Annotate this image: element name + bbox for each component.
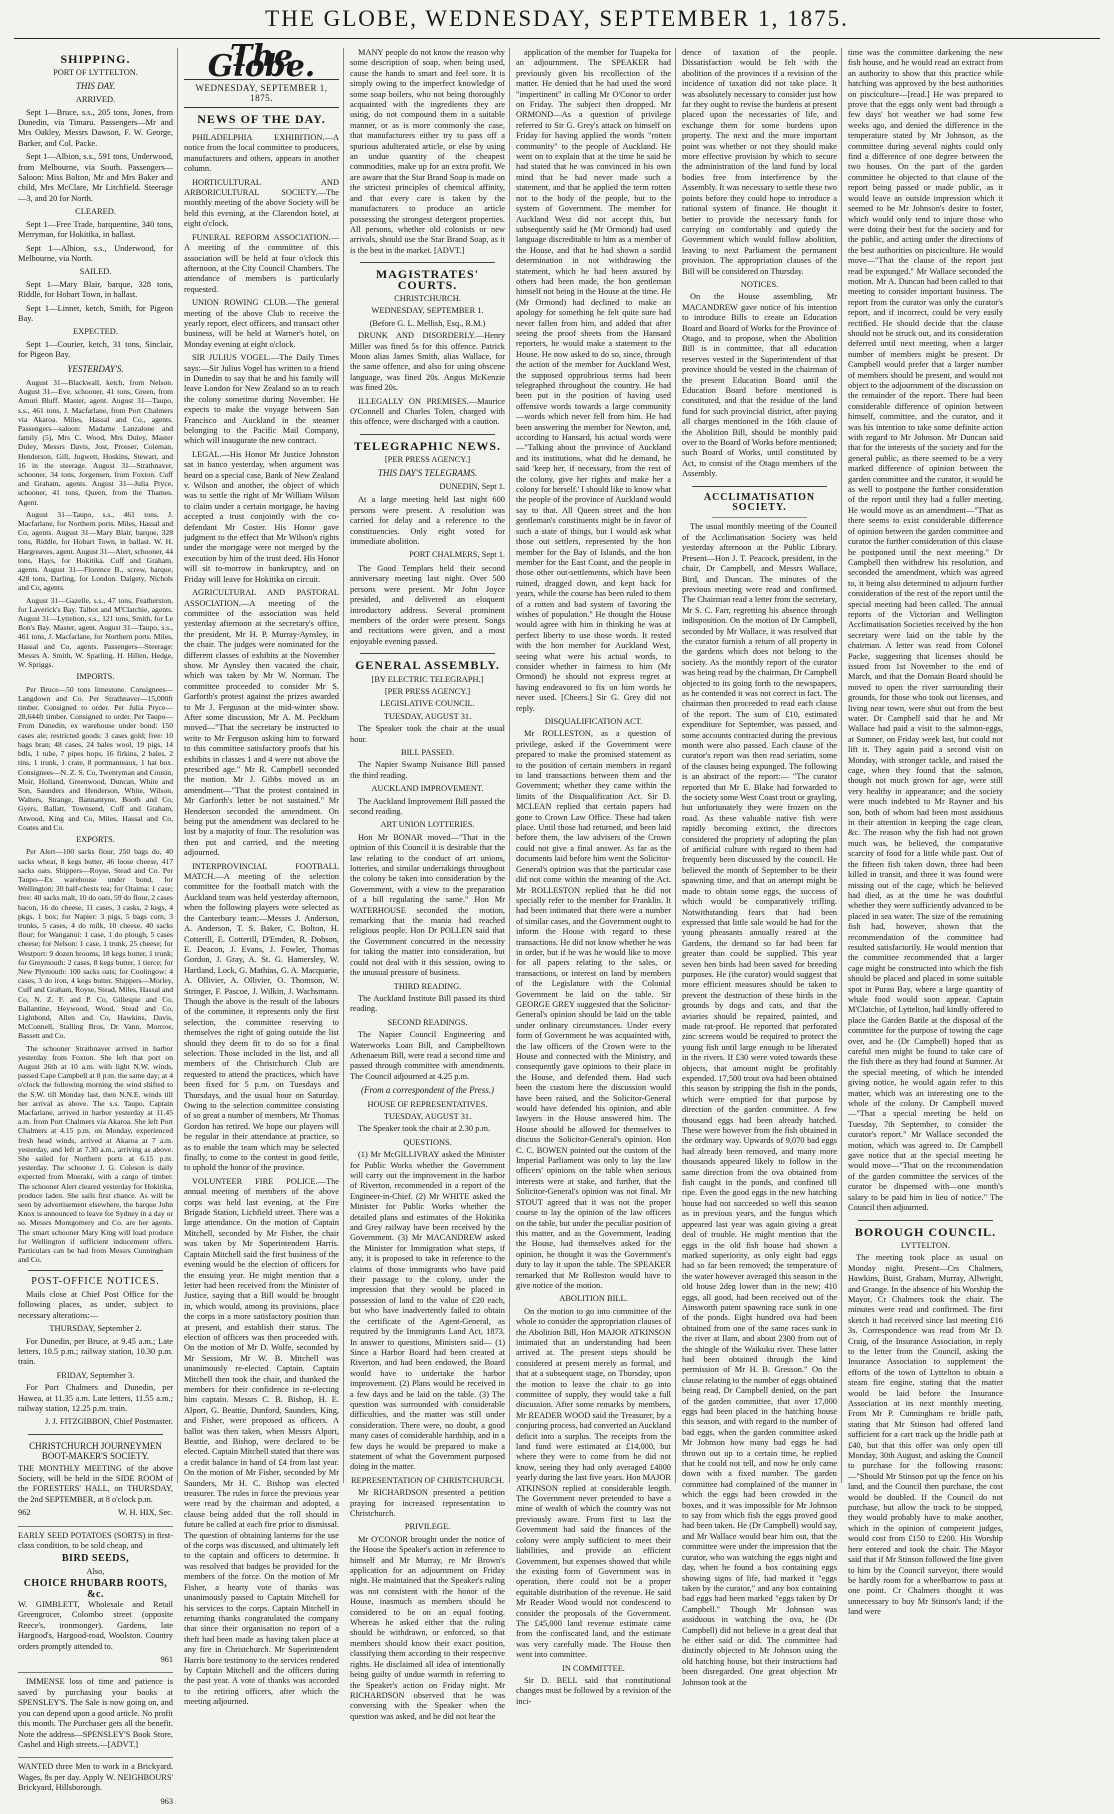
borough-heading: BOROUGH COUNCIL. — [854, 1224, 997, 1239]
news-heading: NEWS OF THE DAY. — [197, 111, 326, 126]
postmaster-signature: J. J. FITZGIBBON, Chief Postmaster. — [45, 1417, 173, 1427]
telegraphic-heading: TELEGRAPHIC NEWS. — [353, 438, 502, 453]
yesterday-cleared: August 31—Taupo, s.s., 461 tons, J. Macfarlane, for Northern ports. Miles, Hassal and Co, agents. August 31—Mary Blair, barque, 328 tons, Riddle, for Hobart Town, in ballast. W. H. Hargreaves, agent. August 31—Alert, schooner, 44 tons, Hays, for Hokitika. Cuff and Graham, agents. August 31—Florence B., screw, barque, 428 tons, Darling, for London. Dalgety, Nichols and Co, agents. — [18, 509, 173, 593]
cleared-label: CLEARED. — [75, 207, 116, 217]
column-assembly — [512, 48, 676, 1706]
magistrates-heading: MAGISTRATES' COURTS. — [375, 267, 480, 292]
globe-nameplate: The Globe. — [207, 39, 316, 85]
assembly-text: application of the member for Tuapeka for an adjournment. The SPEAKER had previously given his recollection of the matter. He denied that he had used the word "impertinent" in calling Mr O'Conor to order on Friday. The subject then dropped. Mr ORMOND—As a question of privilege referred to Sir G. Grey's attack on himself on Friday for having applied the words "rotten community" to the people of Auckland. He went on to explain that at the time he said he had stated that he was convinced in his own mind that he had never made such a statement, and that he applied the term rotten not to the body of the people, but to the system of Government. The member for Auckland West did not accept this, but subsequently said he (Mr Ormond) had used language discreditable to him as a member of the House, and that he had shown a sordid determination in not withdrawing the statement, which he had been assured by others had been made, the hon gentleman himself not being in the House at the time. He (Mr Ormond) had declined to make an apology for something he felt quite sure had never fallen from him, and added that after seeing the proof sheets from the Hansard reporters, he would make a statement to the House. He now asked to do so, since, through the action of the member for Auckland West, the supposed opprobrious terms had been telegraphed throughout the country. He had been put in the position of having used offensive words towards a large community—words which never fell from him. He had been answering the member for Newton, and, according to Hansard, his actual words were—"Talking about the province of Auckland and its institutions, what did he demand, he said 'keep her, if necessary, from the rest of the colony, give her rights and make her a colony for herself.' I should like to know what the people of the province of Auckland would say to that. All Queen street and the hon gentleman's constituents might be in favor of such a state of things, but I would ask what those out settlers, represented by the hon member for the Bay of Islands, and the hon member for the East Coast, and the people in those other out-settlements, which have been ruined, dragged down, and kept back for years, while the course has been ruled to them of a rotten and bad system of favoring the wishes of population." He thought the House would agree with him in thinking he was at perfect liberty to use those words. It rested with the hon member for Auckland West, seeing what were his actual words, to consider whether in fairness to him (Mr Ormond) he should not express regret at having endeavored to fix on him words he never used. [Cheers.] Sir G. Grey did not reply. — [516, 48, 671, 713]
notices-text: On the House assembling, Mr MACANDREW gave notice of his intention to introduce Bills to create an Education Board and Board of Works for the Province of Otago, and to propose, when the Abolition Bill is in committee, that all education reserves vested in the Superintendent of that province should be vested in the chairman of the present Education Board until the Education Board before mentioned is constituted, and that the residue of the land fund for such provincial district, after paying all charges mentioned in the 16th clause of the Abolition Bill, should be monthly paid over to the Board of Works before mentioned; such Board of Works, until constituted by Act, to consist of the Otago members of the Assembly. — [682, 292, 838, 479]
divider — [360, 653, 495, 654]
divider — [28, 1434, 163, 1435]
divider — [712, 517, 807, 518]
expected-entry: Sept 1—Courier, ketch, 31 tons, Sinclair, for Pigeon Bay. — [18, 339, 173, 360]
column-news — [180, 39, 344, 1707]
sailed-entry: Sept 1—Linnet, ketch, Smith, for Pigeon Bay. — [18, 303, 173, 323]
column-shipping — [14, 48, 178, 1806]
telegraph-line: [BY ELECTRIC TELEGRAPH.] — [371, 674, 484, 684]
telegram-text: At a large meeting held last night 600 persons were present. A resolution was carried for delay and a reference to the constituencies. Only eight voted for immediate abolition. — [350, 495, 505, 547]
acclimatisation-text: The usual monthly meeting of the Council of the Acclimatisation Society was held yesterday afternoon at the Public Library. Present—Hon J. T. Peacock, president, in the chair, Dr Campbell, and Messrs Wallace, Bird, and Duncan. The minutes of the previous meeting were read and confirmed. The Chairman read a letter from the secretary, Mr S. C. Farr, regretting his absence through indisposition. On the motion of Dr Campbell, seconded by Mr Wallace, it was resolved that the curator furnish a return of all property in the gardens which does not belong to the society. As the monthly report of the curator was being read by the chairman, Dr Campbell objected to its going forth to the newspapers, as he contended it was not correct in fact. The chairman then proceeded to read each clause of the report. The sum of £10, estimated expenditure for September, was passed, and some accounts contracted during the previous month were also passed. Each clause of the curator's report was then read seriatim, some of the clauses being expunged. The following is an abstract of the report:— "The curator reported that Mr E. Blake had forwarded to the society some West Coast trout or grayling, but unfortunately they were frozen on the road. As these valuable native fish were rapidly becoming extinct, the directors considered the propriety of adopting the plan of artificial culture with regard to them had frequently been discussed by the council. He believed the month of September to be their spawning time, and that an attempt might be made to obtain some eggs, the success of which would be comparatively trifling. Notwithstanding fears that had been expressed that little sale would be had for the young pheasants annually reared at the Gardens, the demand so far had been far greater than could be supplied. This year seven hen birds had been saved for breeding purposes. He (the curator) would suggest that more efficient measures should be taken to prevent the destruction of these birds in the grounds by dogs and cats, and that the aviaries should be repaired, painted, and made rat-proof. He reported that perforated zinc screens would be required to protect the young fish until large enough to be liberated in the rivers. If £30 were voted towards these objects, that amount might be profitably expended. 17,500 trout ova had been obtained this season by stripping the fish in the ponds, which were emptied for that purpose by direction of the garden committee. A few thousand eggs had been already hatched. These were however from the fish obtained in the ordinary way. Upwards of 9,070 bad eggs had already been removed, and many more thousands appeared likely to follow in the same direction from the ova obtained from fish caught in the ponds, and confined till ripe. Even the good eggs in the new hatching house had not succeeded so well this season as in previous years, and the fungus which appeared last year was again giving a great deal of trouble. He might mention that the eggs in the old fish house had shown a marked superiority, as only eight bad eggs had so far been removed; the temperature of the water however averaged this season in the old house 2deg lower than in the new; 410 eggs, all good, had been received out of the Ainsworth patent spawning race sunk in one of the ponds. Eight hundred ova had been obtained from one of the same races sunk in the river at Ilam, and about 2300 from out of the shingle of the Waikuku river. These latter had been obtained through the kind permission of Mr H. B. Gresson." On the clause relating to the number of eggs obtained being read, Dr Campbell denied, on the part of the garden committee, that over 17,000 eggs had been placed in the hatching house this season, and with regard to the number of bad eggs, when the garden committee asked Mr Johnson how many bad eggs he had thrown out up to a certain time, he replied that he could not tell, and now he only came down with a fixed number. The garden committee had complained of the manner in which the eggs had been crowded in the boxes, and it was impossible for Mr Johnson to say from which fish the eggs proved good had been taken. He (Dr Campbell) would say, and Mr Wallace would bear him out, that the committee were under the impression that the curator, who was watching the eggs night and day, when he found a box containing eggs showing signs of life, had marked it "eggs taken by the curator," and any box containing bad eggs had been marked "eggs taken by Dr Campbell." Though Mr Johnson was assiduous in watching the ova, he (Dr Campbell) did not believe in a great deal that he either said or did. The committee had distinctly objected to Mr Johnson using the old hatching house, but their instructions had been disregarded. One great objection Mr Johnson took at the — [682, 522, 837, 1687]
ad-text: THE MONTHLY MEETING of the above Society, will be held in the SIDE ROOM of the FORESTERS' HALL, on THURSDAY, the 2nd SEPTEMBER, at 8 o'clock p.m. — [18, 1463, 173, 1504]
ad-text: EARLY SEED POTATOES (SORTS) in first-class condition, to be sold cheap, and — [18, 1530, 173, 1550]
exports-label: EXPORTS. — [76, 834, 115, 844]
ad-number: 961 — [160, 1655, 173, 1665]
column-acclimatisation — [678, 48, 842, 1687]
subhead: QUESTIONS. — [403, 1137, 452, 1147]
council-text: The Napier Swamp Nuisance Bill passed the third reading. — [350, 760, 505, 780]
subhead: DISQUALIFICATION ACT. — [544, 717, 643, 726]
news-item: AGRICULTURAL AND PASTORAL ASSOCIATION.—A meeting of the committee of the association was held yesterday afternoon at the secretary's office, the president, Mr H. P. Murray-Aynsley, in the chair. The judges were nominated for the different classes of exhibits at the November show. Mr Aynsley then vacated the chair, which was taken by Mr W. Norman. The committee proceeded to consider Mr S. Garforth's protest against the prizes awarded to Mr J. Ferguson at the mid-winter show. After some discussion, Mr A. M. Peckham moved—"That the secretary be instructed to write to Mr Ferguson asking him to forward to this committee satisfactory proofs that his exhibits in classes 1 and 4 were not above the prescribed age." Mr R. Campbell seconded the motion. Mr J. Gibbs moved as an amendment—"That the protest contained in Mr Garforth's letter be not sustained." Mr Henderson seconded the amendment. On being put the amendment was declared to be lost by a majority of four. The resolution was then put and carried, and the meeting adjourned. — [184, 588, 339, 858]
telegram-text: The Good Templars held their second anniversary meeting last night. Over 500 persons were present. Mr John Joyce presided, and delivered an eloquent introductory address. Several prominent members of the order were present. Songs and recitations were given, and a most enjoyable evening passed. — [350, 563, 505, 646]
subhead: ART UNION LOTTERIES. — [380, 820, 475, 830]
house-text: (1) Mr McGILLIVRAY asked the Minister for Public Works whether the Government will carry out the improvement in the harbor of Riverton, recommended in a report of the Engineer-in-Chief. (2) Mr WHITE asked the Minister for Public Works whether the detailed plans and estimates of the Hokitika and Grey railway have been received by the Government. (3) Mr MACANDREW asked the Minister for Immigration what steps, if any, it is proposed to take in reference to the claims of those immigrants who have paid their passage to the colony, under the impression that they would be placed in possession of land to the value of £20 each, but who have inadvertently failed to obtain the certificate of the Agent-General, as required by the Immigrants Land Act, 1873. In answer to questions, Ministers said— (1) Since a Harbor Board had been created at Riverton, and had been endowed, the Board would have to undertake the harbor improvement. (2) Plans would be received in a few days and be laid on the table. (3) The question was surrounded with considerable difficulties, and the matter was still under consideration. There were, no doubt, a good many cases of considerable hardship, and in a few days he would be prepared to make a statement of what the Government purposed doing in the matter. — [350, 1150, 505, 1472]
imports-text: Per Bruce—50 tons limestone. Consignees—Langdown and Co. Per Strathnaver—15,000ft timber. Consigned to order. Per Julia Pryce—28,644ft timber. Consigned to order. Per Taupo—From Dunedin, ex warehouse under bond: 150 cases ale; restricted goods: 3 cases gold; free: 10 bags bran; 48 cases, 24 bales wool, 19 pigs, 14 bdls, 1 tube, 7 pipes hops, 16 firkins, 2 bales, 2 tins, 1 trunk, 1 crate, 8 portmanteaux, 1 hat box. Consignees—N. Z. S. Co, Twentyman and Cousin, Moir, Holland, Greenwood, Duncan, White and Son, Saunders and Henderson, White, Wilson, Walters, Strange, Bannantyne, Booth and Co, Gyers, Ballatt, Townsend, Cuff and Graham, Atwood, King and Co, Miles, Hassal and Co, Coates and Co. — [18, 684, 173, 832]
dateline: DUNEDIN, Sept 1. — [439, 482, 505, 492]
ad-number: 962 — [18, 1508, 31, 1518]
divider — [360, 434, 495, 435]
subhead: AUCKLAND IMPROVEMENT. — [371, 784, 484, 794]
court-date: WEDNESDAY, SEPTEMBER 1. — [371, 306, 484, 316]
ad-signature: W. H. HIX, Sec. — [118, 1508, 173, 1518]
correspondent-line: (From a correspondent of the Press.) — [361, 1085, 494, 1096]
ad-text: WANTED three Men to work in a Brickyard. Wages, 8s per day. Apply W. NEIGHBOURS' Brickyard, Hillsborough. — [18, 1762, 173, 1793]
news-item: VOLUNTEER FIRE POLICE.—The annual meeting of members of the above corps was held last evening, at the Fire Brigade Station, Lichfield street. There was a large attendance. On the motion of Captain Mitchell, seconded by Mr Fisher, the chair was taken by Mr Superintendent Harris. Captain Mitchell said the first business of the evening would be the election of officers for the ensuing year. He might mention that a letter had been received from the Minister of Justice, saying that a Bill would be brought in, which would, among its provisions, place the corps in a more satisfactory position than at present, and establish their status. The election of officers was then proceeded with. On the motion of Mr D. Wolfe, seconded by Mr Sessions, Mr W. B. Mitchell was unanimously re-elected Captain. Captain Mitchell then took the chair, and thanked the members for their confidence in re-electing him captain. Messrs C. B. Bishop, H. E. Alport, G. Beattie, Dunford, Saunders, King, and Fisher, were proposed as officers. A ballot was then taken, when Messrs Alport, Beattie, and Bishop, were declared to be elected. Captain Mitchell stated that there was a credit balance in hand of £4 from last year. On the motion of Mr Fisher, seconded by Mr Saunders, Mr H. C. Bishop was elected treasurer. The rules in force the previous year were read by the chairman and adopted, a clause being added that the roll should in future be called at each fire prior to dismissal. The question of obtaining lanterns for the use of the corps was discussed, and ultimately left to the captain and officers to determine. It was resolved that badges be provided for the members of the force. On the motion of Mr Fisher, a hearty vote of thanks was unanimously passed to Captain Mitchell for his services to the corps. Captain Mitchell in returning thanks congratulated the company that since their organisation no report of a theft had been made as having taken place at any fire in Christchurch. Mr Superintendent Harris bore testimony to the services rendered by Captain Mitchell and the officers during the past year. A vote of thanks was accorded to the retiring officers, after which the meeting adjourned. — [184, 1176, 339, 1707]
divider — [858, 1220, 993, 1221]
house-date: TUESDAY, AUGUST 31. — [383, 1111, 472, 1121]
ad-gimblett — [18, 1531, 173, 1674]
ad-wanted — [18, 1762, 173, 1814]
post-text: For Port Chalmers and Dunedin, per Hawea, at 11.35 a.m. Late letters, 11.55 a.m.; railway station, 12.25 p.m. train. — [18, 1383, 173, 1413]
assembly-text: dence of taxation of the people. Dissatisfaction would be felt with the abolition of the provinces if a revision of the incidence of taxation did not take place. It was absolutely necessary to consider just how far they ought to revise the burdens at present placed upon the necessaries of life, and exchange them for some burdens upon property. The next and the more important point was whether or not they should make more effective provision by which to secure the administration of the land fund by local bodies free from interference by the Assembly. It was necessary to settle these two points before they could hope to introduce a rational system of finance. He thought it better to provide the necessary funds for carrying on comfortably and quietly the Government which would follow abolition, leaving to next Parliament the permanent provision. The appropriation clauses of the Bill will be considered on Thursday. — [682, 48, 837, 276]
news-item: FUNERAL REFORM ASSOCIATION.—A meeting of the committee of this association will be held at four o'clock this afternoon, at the City Council Chambers. The attendance of members is particularly requested. — [184, 232, 339, 294]
house-text: Mr RICHARDSON presented a petition praying for increased representation to Christchurch. — [350, 1488, 505, 1518]
court-before: (Before G. L. Mellish, Esq., R.M.) — [369, 318, 486, 328]
subhead: REPRESENTATION OF CHRISTCHURCH. — [350, 1475, 505, 1485]
house-heading: HOUSE OF REPRESENTATIVES. — [367, 1099, 488, 1109]
council-text: Hon Mr BONAR moved—"That in the opinion of this Council it is desirable that the law relating to the conduct of art unions, lotteries, and similar undertakings throughout the colony be taken into consideration by the Government, with a view to the preparation of a bill regulating the same." Hon Mr WATERHOUSE seconded the motion, remarking that the mania had reached religious people. Hon Dr POLLEN said that the Government concurred in the necessity for taking the matter into consideration, but could not deal with it this session, owing to the unusual pressure of business. — [350, 832, 505, 978]
arrival-entry: Sept 1—Albion, s.s., 591 tons, Underwood, from Melbourne, via South. Passengers—Saloon: Miss Bolton, Mr and Mrs Baker and child, Mrs McClare, Mr Litchfield. Steerage—3, and 20 for North. — [18, 152, 173, 203]
acclimatisation-text: time was the committee darkening the new fish house, and he would read an extract from an authority to show that this practice while hatching was approved by the best authorities on pisciculture—[read.] He was prepared to prove that the eggs only went bad through a few days' hot weather we had some few weeks ago, and denied the difference in the temperature stated by Mr Johnson, as the committee during several nights could only find a difference of one degree between the two houses. On the part of the garden committee he objected to that clause of the report being passed or made public, as it would leave an outside impression which it seemed to be Mr Johnson's desire to foster, which would only tend to injure those who were doing their best for the society and for the public, and acting under the directions of the best authorities on pisciculture. He would move—"That the clause of the report just read be expunged." Mr Wallace seconded the motion. Mr A. Duncan had been called to that meeting to consider important business. The report from the curator was only the curator's report, and if incorrect, could be very easily rectified. He should decide that the clause should not be struck out, and its consideration deferred until next meeting, when a larger number of members might be present. Dr Campbell would prefer that a larger number of members should be present, and would not object to the adjournment of the discussion on the remainder of the report. There had been considerable difference of opinion between himself, committee, and the curator, and it was his intention to take some definite action with regard to Mr Johnson. Mr Duncan said that for the interests of the society and for the general public, as there seemed to be a very marked difference of opinion between the garden committee and the curator, it would be as well to postpone the further consideration of the report until they had a fuller meeting. He would move as an amendment—"That as there seems to exist considerable difference of opinion between the garden committee and curator the further consideration of this clause be postponed until the next meeting." Dr Campbell then withdrew his resolution, and seconded the amendment, which was agreed to, it being also determined to adjourn further consideration of the rest of the report until the special meeting had been called. The annual reports of the Victorian and Wellington Acclimatisation Societies received by the hon secretary were laid on the table by the chairman. A letter was read from Colonel Packe, suggesting that licenses should be issued from 1st November to the end of March, and that the Domain Board should be moved to open the river surrounding their grounds, for those who took out licenses, and living near town, were shut out from the best water. Dr Campbell said that he and Mr Wallace had paid a visit to the salmon-eggs, at Sumner, on Friday week last, but could not lift it. They again paid a second visit on Monday, with stronger tackle, and raised the cage, when they found that the salmon, though not much grown for age, were still very healthy in appearance; and the society were much indebted to Mr Rayner and his son, both of whom had been most assiduous in their attention in keeping the cage clean, &c. The reason why the fish had not grown much was, he believed, the comparative scarcity of food for a little while past. Out of the fifteen fish taken down, three had been killed in transit, and three it was found were missing out of the cage, which he believed had died, as at the time he was doubtful whether they were sufficiently advanced to be placed in sea water. The size of the remaining fish had, however, shown that the recommendation of the committee had resulted satisfactorily. He would mention that the committee recommended that a larger cage might be constructed into which the fish should be placed and placed in some suitable spot in Purau Bay, where a large quantity of whale food would soon appear. Captain M'Clatchie, of Lyttelton, had kindly offered to place the Garden Battle at the disposal of the committee for the purpose of towing the cage over, and he (Dr Campbell) hoped that as careful men might be found to take care of the fish there as they had found at Sumner. At the special meeting, of which he intended giving notice, he would again refer to this matter, which was an interesting one to the whole of the colony. Dr Campbell moved—"That a special meeting be held on Tuesday, 7th September, to consider the curator's report." Mr Wallace seconded the motion, which was agreed to. Dr Campbell gave notice that at the special meeting he would move—"That on the recommendation of the garden committee the services of the curator be dispensed with—one month's salary to be paid him in lieu of notice." The Council then adjourned. — [848, 48, 1003, 1213]
news-item: INTERPROVINCIAL FOOTBALL MATCH.—A meeting of the selection committee for the football match with the Auckland team was held yesterday afternoon, when the following players were selected as the Canterbury team:—Messrs J. Anderson, A. Anderson, T. S. Baker, C. Bolton, H. Cotterill, E. Cotterill, D'Emden, R. Dobson, E. Deacon, J. Evans, J. Fowler, Thomas Gordon, J. Gray, A. St. G. Hamersley, W. Hartland, Lock, G. Mathias, G. A. Macquarie, A. Ollivier, A. Ollivier, O. Thomson, W. Stringer, F. Pascoe, J. Wilkin, J. Wachsmann. Though the above is the result of the labours of the committee, it represents only the first selection, the committee reserving to themselves the right of going outside the list should they deem fit to do so for a final selection. Those included in the list, and all members of the Christchurch Club are requested to attend the practices, which have been fixed for 5 p.m. on Tuesdays and Thursdays, and the usual hour on Saturday. Owing to the selection committee consisting of so great a number of members, Mr Thomas Gordon has retired. We hope our players will be regular in their attendance at practice, so as to enable the team which may be selected finally, to come to the contest in good fettle, to uphold the honor of the province. — [184, 861, 339, 1173]
house-text: The Speaker took the chair at 2.30 p.m. — [358, 1124, 491, 1134]
ad-number: 963 — [160, 1796, 173, 1806]
post-text: For Dunedin, per Bruce, at 9.45 a.m.; Late letters, 10.5 p.m.; railway station, 10.30 p.m. train. — [18, 1336, 173, 1367]
borough-place: LYTTELTON. — [900, 1240, 951, 1250]
imports-label: IMPORTS. — [76, 672, 115, 682]
expected-label: EXPECTED. — [73, 327, 118, 337]
council-text: The Napier Council Engineering and Waterworks Loan Bill, and Campbelltown Athenaeum Bill, were read a second time and passed through committee with amendments. The Council adjourned at 4.25 p.m. — [350, 1030, 505, 1081]
council-text: The Speaker took the chair at the usual hour. — [350, 724, 505, 744]
court-place: CHRISTCHURCH. — [394, 293, 461, 303]
news-item: SIR JULIUS VOGEL.—The Daily Times says:—Sir Julius Vogel has written to a friend in Dunedin to say that he and his family will leave London for New Zealand so as to reach the colony sometime during November. He expects to make the voyage between San Francisco and Auckland in the steamer belonging to the Pacific Mail Company, which will inaugurate the new contract. — [184, 353, 339, 446]
ad-line: Also, — [86, 1566, 105, 1576]
assembly-text: Sir D. BELL said that constitutional changes must be followed by a revision of the inci- — [516, 1675, 671, 1706]
acclimatisation-heading: ACCLIMATISATION SOCIETY. — [703, 491, 816, 514]
news-item: LEGAL.—His Honor Mr Justice Johnston sat in banco yesterday, when argument was heard on a special case, Bank of New Zealand v. Wilson and another, the object of which was to settle the right of Mr William Wilson to claim under a certain mortgage, he having accepted a trust conjointly with the co-defendant Mr Coster. His Honor gave judgment to the effect that Mr Wilson's rights under the mortgage were not merged by the execution by him of the trust deed. His Honor will sit to-morrow in bankruptcy, and on Friday will leave for Hokitika on circuit. — [184, 449, 339, 584]
divider — [360, 262, 495, 263]
arrived-label: ARRIVED. — [75, 95, 116, 105]
council-text: The Auckland Institute Bill passed its third reading. — [350, 993, 505, 1014]
subhead: PRIVILEGE. — [404, 1522, 451, 1532]
subhead: THIRD READING. — [393, 981, 462, 991]
post-day: THURSDAY, September 2. — [49, 1324, 142, 1334]
assembly-text: On the motion to go into committee of the whole to consider the appropriation clauses of the Abolition Bill, Hon MAJOR ATKINSON intimated that an understanding had been arrived at. The present steps should be considered at present merely as formal, and that at a subsequent stage, on Thursday, upon the motion to leave the chair to go into committee of supply, they would take a full discussion. After some remarks by members, Mr READER WOOD said the Treasurer, by a conjuring process, had converted an Auckland deficit into a surplus. The receipts from the land fund were estimated at £14,000, but where they were to come from he did not know, seeing they had only averaged £4000 yearly during the last five years. Hon MAJOR ATKINSON replied at considerable length. The Government never pretended to have a mine of wealth of which the country was not previously aware. From first to last the Government had said the finances of the colony were amply sufficient to meet their liabilities, and provide an efficient Government, but expenses showed that while the existing form of Government was in operation, there could not be a proper equitable distribution of the revenue. He said Mr Reader Wood would not condescend to consider the proposals of the Government. The £45,000 land revenue estimate came from the confiscated land, and the estimate was very carefully made. The House then went into committee. — [516, 1306, 671, 1660]
agency-line: [PER PRESS AGENCY.] — [384, 686, 471, 696]
telegrams-subhead: THIS DAY'S TELEGRAMS. — [377, 467, 478, 478]
soap-advert: MANY people do not know the reason why some description of soap, when being used, cause the hands to smart and feel sore. It is simply owing to the imperfect knowledge of some soap boilers, who not being thoroughly acquainted with the ingredients they are using, do not compound them in a suitable manner, or as is more commonly the case, that manufacturers either try to pass off a spurious adulterated article, or else by using an undue quantity of the cheapest commodities, make up for an extra profit. We are aware that the Star Brand Soap is made on the strictest principles of chemical affinity, and that every care is taken by the manufacturers to produce an article possessing the strongest detergent properties. All persons, whether old colonists or new arrivals, should use the Star Brand Soap, as it is the best in the market. [ADVT.] — [350, 48, 505, 255]
subhead: IN COMMITTEE. — [562, 1663, 625, 1673]
exports-text: Per Alert—100 sacks flour, 250 bags do, 40 sacks wheat, 8 kegs butter, 46 loose cheese, 417 sacks oats. Shippers—Royse, Stead and Co. Per Taupo—Ex warehouse under bond, for Wellington: 30 half-chests tea; for Otaima: 1 case; free: 40 sacks malt, 10 do oats, 59 do flour, 2 cases bacon, 16 do cheese, 11 cases, 3 casks, 2 kegs, 4 pkgs, 1 box; for Napier: 3 pigs, 5 bags corn, 3 trunks, 5 cases, 4 do milk, 10 cheese, 40 sacks flour; for Wanganui: 1 case, 1 do plough, 5 cases cheese; for Nelson: 1 case, 1 trunk, 25 cheese; for Westport: 9 dozen brooms, 18 kegs butter, 1 trunk; for Greymouth: 2 cases, 8 kegs butter, 1 tierce; for New Plymouth: 100 sacks oats; for Coolingow: 4 cases, 3 do iron, 4 kegs butter. Shippers—Morley, Cuff and Graham, Royse, Stead, Miles, Hassal and Co, N. Z. F. and P. Co, Gillespie and Co, Ballantine, Heywood, Wood, Stead and Co, Lightbond, Allen and Co, Hawkins, Davis, McConnell, Stalling Bros, Dr Vann, Morrow, Bassett and Co. — [18, 847, 173, 1041]
borough-text: The meeting took place as usual on Monday night. Present—Crs Chalmers, Hawkins, Buist, Graham, Murray, Allwright, and Grange. In the absence of his Worship the Mayor, Cr Chalmers took the chair. The minutes were read and confirmed. The first sketch it had received since last meeting £16 3s. Correspondence was read from Mr D. Craig, of the Insurance Association, in reply to the letter from the Council, asking the Insurance Association to supplement the efforts of the town of Lyttelton to obtain a steam fire engine, stating that the matter would be laid before the Insurance Association at its next monthly meeting. From Mr P. Cunningham re bridle path, stating that Mr Stinson had offered land sufficient for a cart track up the bridle path at £40, but that this offer was only open till Monday, 30th August, and asking the Council to purchase for the following reasons:—"Should Mr Stinson put up the fence on his land, and the Council then purchase, the cost would be doubled. If the Council do not purchase, but allow the track to be stopped, they would probably have to make another, which in the opinion of competent judges, would cost from £150 to £200. His Worship here entered and took the chair. The Mayor said that if Mr Stinson followed the line given to him by the Council surveyor, there would be hardly room for a wheelbarrow to pass at one point. Cr Chalmers thought it was unnecessary to buy Mr Stinson's land; if the land were — [848, 1253, 1003, 1617]
news-item: PHILADELPHIA EXHIBITION.—A notice from the local committee to producers, manufacturers and others, appears in another column. — [184, 133, 339, 174]
cleared-entry: Sept 1—Albion, s.s., Underwood, for Melbourne, via North. — [18, 243, 173, 263]
yesterday-arrivals: August 31—Blackwall, ketch, from Nelson. August 31—Eve, schooner, 41 tons, Green, from Amuri Bluff. Master, agent. August 31—Taupo, s.s., 461 tons, J. Macfarlane, from Port Chalmers via Akaroa. Miles, Hassal and Co., agents. Passengers—saloon: Madame Lanzalone and family (5), Mrs C. Wood, Mrs Duley, Master Duley, Messrs Davis, Jost, Prosser, Coleman, Henderson, Gill, Jugwett, Hoskins, Stewart, and 16 in the steerage. August 31—Strathnaver, schooner, 34 tons, Jorgensen, from Foxton. Cuff and Graham, agents. August 31—Julia Pryce, schooner, 41 tons, Queen, from the Thames. Agent. — [18, 377, 173, 507]
council-date: TUESDAY, AUGUST 31. — [383, 711, 472, 721]
subhead: ABOLITION BILL. — [559, 1294, 628, 1304]
divider — [692, 486, 827, 487]
shipping-heading: SHIPPING. — [60, 52, 131, 66]
shipping-memo: The schooner Strathnaver arrived in harbor yesterday from Foxton. She left that port on August 26th at 10 a.m. with light N.W. winds, passed Cape Campbell at 8 p.m. the same day; at 4 o'clock the following morning the wind shifted to the S.W. till Monday last, then N.N.E. winds till her arrival as above. The s.s. Taupo, Captain Macfarlane, arrived in harbor yesterday at 11.45 a.m. from Port Chalmers via Akaroa. She left Port Chalmers at 4.15 p.m. on Monday, experienced fresh head winds, arrived at Akaroa at 7 a.m. yesterday, and left at 7.30 a.m., arriving as above. She sailed for Northern ports at 6.15 p.m. yesterday. The schooner J. G. Coleson is daily expected from Moeraki, with a cargo of timber. The schooner Alert cleared yesterday for Hokitika, produce laden. She sails first chance. As will be seen by advertisement elsewhere, the barque John Knox is announced to leave for Sydney in a day or so. Messrs Montgomery and Co. are her agents. The smart schooner Mary King will load produce for Wellington if sufficient inducement offers. Particulars can be had from Messrs Cunningham and Co. — [18, 1043, 173, 1265]
sailed-label: SAILED. — [79, 267, 112, 277]
post-intro: Mails close at Chief Post Office for the following places, as under, subject to necessary alterations:— — [18, 1289, 173, 1320]
agency-line: [PER PRESS AGENCY.] — [384, 455, 471, 465]
dateline: PORT CHALMERS, Sept 1. — [409, 550, 505, 560]
court-item: ILLEGALLY ON PREMISES.—Maurice O'Connell and Charles Tolen, charged with this offence, were discharged with a caution. — [350, 396, 505, 427]
court-item: DRUNK AND DISORDERLY.—Henry Miller was fined 5s for this offence. Patrick Moon alias James Smith, alias Wallace, for the same offence, and also for using obscene language, was fined 20s. Angus McKenzie was fined 20s. — [350, 331, 505, 393]
news-item: UNION ROWING CLUB.—The general meeting of the above Club to receive the yearly report, elect officers, and transact other business, will be held at Warner's hotel, on Monday evening at eight o'clock. — [184, 298, 339, 349]
council-heading: LEGISLATIVE COUNCIL. — [380, 699, 475, 709]
post-office-heading: POST-OFFICE NOTICES. — [31, 1276, 160, 1288]
yesterday-sailed: August 31—Gazelle, s.s., 47 tons, Featherston, for Laverick's Bay. Talbot and M'Clatchie, agents. August 31—Lyttelton, s.s., 121 tons, Smith, for Le Bon's Bay. Master, agent. August 31—Taupo, s.s., 461 tons, J. Macfarlane, for Northern ports. Miles, Hassal and Co, agents. Passengers—Steerage: Messrs A. Smith, W. Sparling, H. Hillen, Hedge, W. Spriggs. — [18, 595, 173, 670]
post-day: FRIDAY, September 3. — [56, 1370, 135, 1380]
yesterday-subhead: YESTERDAY'S. — [67, 363, 124, 374]
issue-date: WEDNESDAY, SEPTEMBER 1, 1875. — [184, 79, 339, 108]
house-text: Mr O'CONOR brought under the notice of the House the Speaker's action in reference to himself and Mr Murray, re Mr Brown's application for an adjournment on Friday night. He maintained that the Speaker's ruling was not consistent with the honor of the House, inasmuch as members should be considered to be on an equal footing. Whereas he asked either that the ruling should be withdrawn, or enforced, so that members should know their exact position, classifying them according to their respective rights. He disclaimed all idea of intentionally being guilty of undue warmth in referring to the Speaker's action on Friday night. Mr RICHARDSON observed that he was conversing with the Speaker when the question was asked, and he did not hear the — [350, 1534, 505, 1721]
sailed-entry: Sept 1—Mary Blair, barque, 328 tons, Riddle, for Hobart Town, in ballast. — [18, 279, 173, 300]
subhead: NOTICES. — [740, 279, 779, 289]
subhead: SECOND READINGS. — [387, 1017, 468, 1027]
ad-text: IMMENSE loss of time and patience is saved by purchasing your books at SPENSLEY'S. The Sale is now going on, and you can depend upon a good article. No profit this month. The Purchaser gets all the benefit. Note the address—SPENSLEY'S Book Store, Cashel and High streets.—[ADVT.] — [18, 1677, 173, 1749]
ad-line: CHOICE RHUBARB ROOTS, &c. — [23, 1578, 168, 1600]
ad-text: W. GIMBLETT, Wholesale and Retail Greengrocer, Colombo street (opposite Reece's, ironmonger). Gardens, late Hargood's, Hargood-road, Woolston. Country orders promptly attended to. — [18, 1600, 173, 1651]
ad-title: CHRISTCHURCH JOURNEYMEN BOOT-MAKER'S SOCIETY. — [29, 1440, 162, 1462]
ad-spensley — [18, 1677, 173, 1758]
ad-line: BIRD SEEDS, — [61, 1553, 130, 1565]
news-item: HORTICULTURAL AND ARBORICULTURAL SOCIETY.—The monthly meeting of the above Society will be held this evening, at the Clarendon hotel, at eight o'clock. — [184, 177, 339, 229]
column-borough — [844, 48, 1007, 1617]
this-day-subhead: THIS DAY. — [75, 80, 116, 91]
assembly-text: Mr ROLLESTON, as a question of privilege, asked if the Government were prepared to make the promised statement as to the position of certain members in regard to land transactions between them and the Government; whether they came within the limits of the Disqualification Act. Sir D. MCLEAN replied that certain papers had gone to Crown Law Office. These had taken place. Until those had returned, and been laid before them, the law advisers of the Crown could not give a final answer. As far as the documents laid before him went the Solicitor-General's opinion was that the particular case did not come within the meaning of the Act. Mr ROLLESTON replied that he did not specially refer to the member for Franklin. It had been intimated that there were a number of similar cases, and the Government ought to inform the House with regard to these transactions. He did not know whether he was in order, but if he was he would like to move for all papers relating to the sales, or transactions, or interest on land by members of the Legislature with the Colonial Government be laid on the table. Sir GEORGE GREY suggested that the Solicitor-General's opinion should be laid on the table under ordinary circumstances. Under every form of Government he was acquainted with, the law officers of the Crown were to the House and connected with the Ministry, and consequently gave opinions to their place in the House, and defended them. Had such been the custom here the discussion would have been raised, and the Solicitor-General would have defended his opinion, and able lawyers in the House answered him. The House should be allowed for themselves to discuss the Solicitor-General's opinion. Hon C. C. BOWEN pointed out the custom of the Imperial Parliament was only to lay the law officers' opinions on the table when serious interests were at stake, and further, that the Solicitor-General's opinion was not final. Mr STOUT agreed that it was not the proper course to lay the opinion of the law officers on the table, but under the peculiar position of this matter, and as the Government, leading the House, had themselves asked for the opinion, he thought it was the Government's duty to lay it upon the table. The SPEAKER remarked that Mr Rolleston would have to give notice of the motion. — [516, 729, 671, 1290]
port-heading: PORT OF LYTTELTON. — [53, 68, 138, 78]
ad-bootmakers — [18, 1441, 173, 1527]
council-text: The Auckland Improvement Bill passed the second reading. — [350, 796, 505, 816]
divider — [214, 128, 309, 129]
subhead: BILL PASSED. — [401, 747, 454, 757]
arrival-entry: Sept 1—Bruce, s.s., 205 tons, Jones, from Dunedin, via Timaru. Passengers—Mr and Mrs Oakley, Messrs Dawson, F. W. George, Barker, and Col. Packe. — [18, 107, 173, 148]
masthead — [14, 0, 1100, 39]
divider — [28, 1270, 163, 1271]
column-courts-telegraph — [346, 48, 510, 1721]
masthead-title: THE GLOBE, WEDNESDAY, SEPTEMBER 1, 1875. — [265, 6, 849, 31]
cleared-entry: Sept 1—Free Trade, barquentine, 340 tons, Merryman, for Hokitika, in ballast. — [18, 219, 173, 240]
general-assembly-heading: GENERAL ASSEMBLY. — [355, 658, 500, 673]
